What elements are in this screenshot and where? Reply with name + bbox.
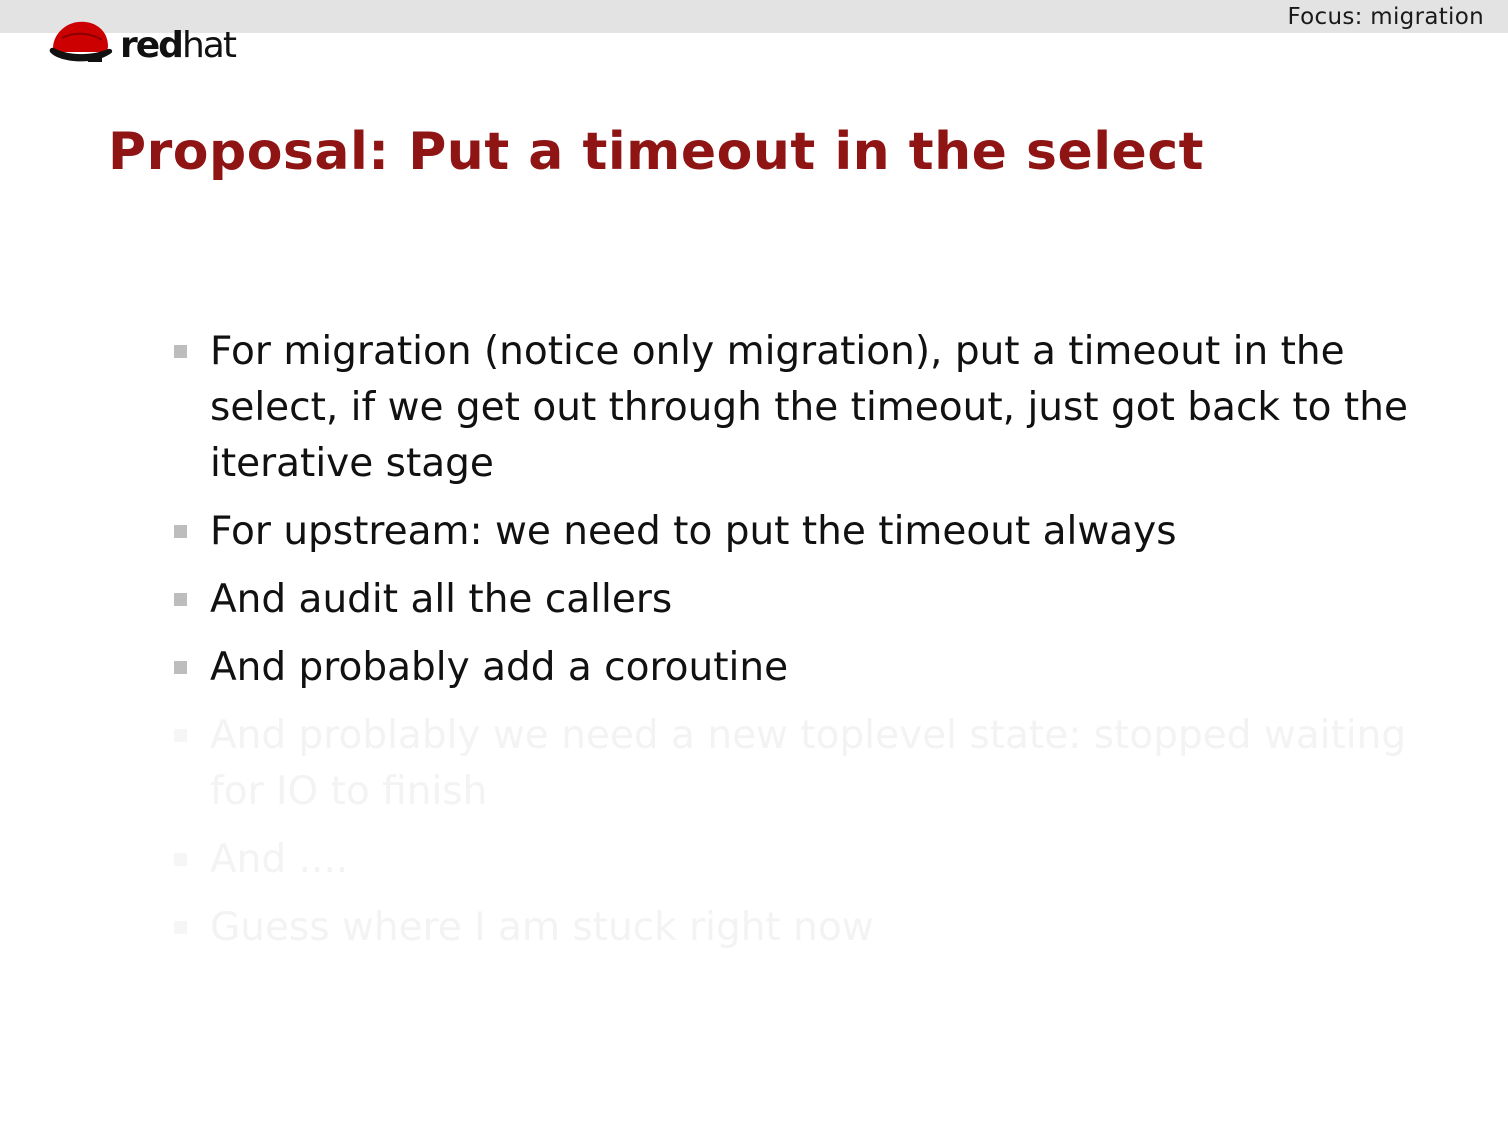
logo-wordmark (120, 25, 235, 66)
bullet-marker-icon (174, 921, 187, 934)
red-fedora-icon (48, 18, 118, 70)
bullet-marker-icon (174, 661, 187, 674)
bullet-item-faded (170, 708, 1410, 820)
bullet-item-faded (170, 832, 1410, 888)
logo-text-red: red (120, 25, 182, 66)
bullet-text: For migration (notice only migration), put a timeout in the select, if we get out through the timeout, just got back to the iterative stage (210, 329, 1408, 486)
bullet-item (170, 504, 1410, 560)
bullet-item (170, 640, 1410, 696)
bullet-marker-icon (174, 729, 187, 742)
bullet-item (170, 572, 1410, 628)
logo-text-hat: hat (181, 25, 235, 66)
bullet-text: Guess where I am stuck right now (210, 905, 874, 950)
bullet-item-faded (170, 900, 1410, 956)
bullet-text: For upstream: we need to put the timeout always (210, 509, 1177, 554)
section-label: Focus: migration (1287, 4, 1484, 30)
slide-title: Proposal: Put a timeout in the select (108, 122, 1205, 182)
bullet-marker-icon (174, 593, 187, 606)
bullet-marker-icon (174, 345, 187, 358)
bullet-item (170, 324, 1410, 492)
bullet-text: And probably add a coroutine (210, 645, 789, 690)
redhat-logo (48, 18, 238, 70)
bullet-text: And problably we need a new toplevel state: stopped waiting for IO to finish (210, 713, 1407, 814)
bullet-list (170, 324, 1410, 968)
bullet-text: And .... (210, 837, 349, 882)
bullet-text: And audit all the callers (210, 577, 673, 622)
bullet-marker-icon (174, 853, 187, 866)
bullet-marker-icon (174, 525, 187, 538)
